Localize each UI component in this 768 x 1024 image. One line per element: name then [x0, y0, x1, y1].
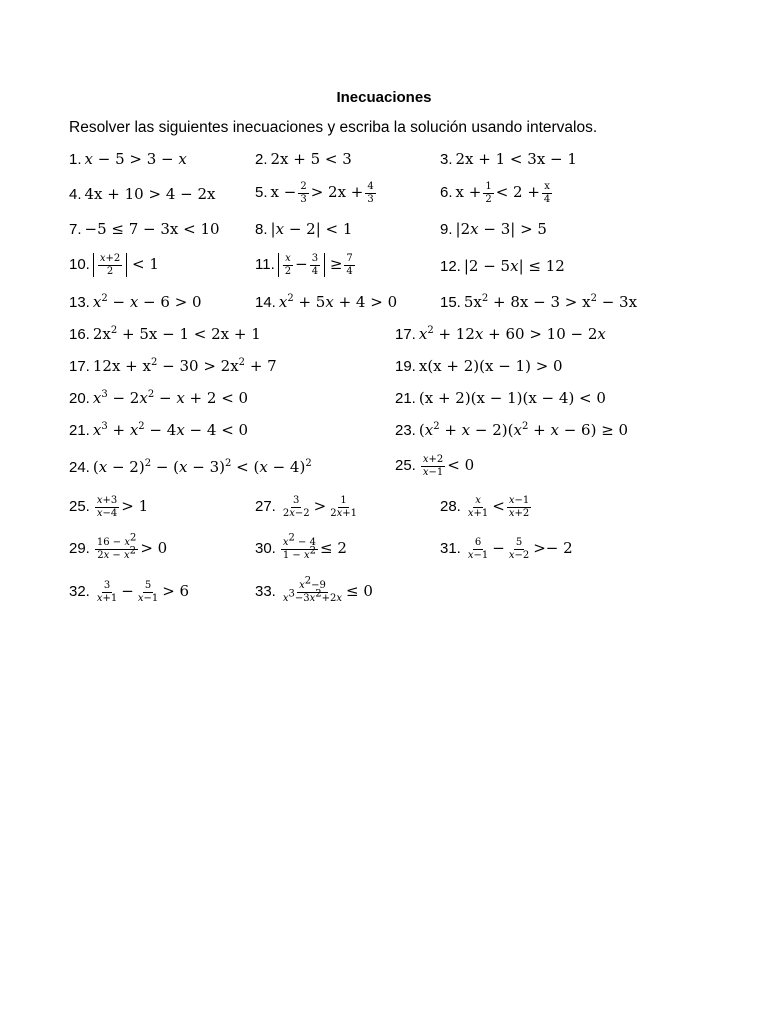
exercise-28: 28. $\frac{x}{x+1}$ < $\frac{x-1}{x+2}$ [440, 495, 530, 519]
exercise-3: 3. 2x + 1 < 3x − 1 [440, 150, 577, 168]
exercise-16: 16. $2x^2 + 5x - 1 < 2x + 1$ [69, 325, 261, 343]
exercise-17a: 17. $x^2 + 12x + 60 > 10 - 2x$ [395, 325, 606, 343]
exercise-19: 19. x(x + 2)(x − 1) > 0 [395, 357, 563, 375]
exercise-31: 31. $\frac{6}{x-1}$ − $\frac{5}{x-2}$ >− 2 [440, 537, 573, 561]
exercise-7: 7. −5 ≤ 7 − 3x < 10 [69, 220, 220, 238]
exercise-10: 10. $\frac{x+2}{2}$ < 1 [69, 253, 159, 277]
exercise-21b: 21. $x^3 + x^2 - 4x - 4 < 0$ [69, 421, 249, 439]
exercise-21a: 21. (x + 2)(x − 1)(x − 4) < 0 [395, 389, 606, 407]
exercise-29: 29. $\frac{16 - x^2}{2x - x^2}$ > 0 [69, 532, 168, 561]
exercise-27: 27. $\frac{3}{2x-2}$ > $\frac{1}{2x+1}$ [255, 495, 357, 519]
instructions: Resolver las siguientes inecuaciones y escriba la solución usando intervalos. [69, 119, 598, 136]
exercise-12: 12. |2 − 5x| ≤ 12 [440, 257, 565, 275]
exercise-13: 13. $x^2 - x - 6 > 0$ [69, 293, 202, 311]
exercise-1: 1. x − 5 > 3 − x [69, 150, 187, 168]
exercise-8: 8. |x − 2| < 1 [255, 220, 353, 238]
exercise-25b: 25. $\frac{x+3}{x-4}$ > 1 [69, 495, 149, 519]
exercise-14: 14. $x^2 + 5x + 4 > 0$ [255, 293, 398, 311]
exercise-15: 15. $5x^2 + 8x - 3 > x^2 - 3x$ [440, 293, 638, 311]
exercise-25a: 25. $\frac{x+2}{x-1}$ < 0 [395, 454, 475, 478]
exercise-17b: 17. $12x + x^2 - 30 > 2x^2 + 7$ [69, 357, 277, 375]
page-title: Inecuaciones [336, 89, 432, 106]
exercise-11: 11. $\frac{x}{2}$ − $\frac{3}{4}$ ≥ $\frac{7}{4}$ [255, 253, 353, 277]
exercise-24: 24. $(x - 2)^2 - (x - 3)^2 < (x - 4)^2$ [69, 458, 312, 476]
exercise-33: 33. $\frac{x^2-9}{x^3-3x^2+2x}$ ≤ 0 [255, 575, 373, 604]
exercise-23: 23. $(x^2 + x - 2)(x^2 + x - 6) \ge 0$ [395, 421, 629, 439]
exercise-9: 9. |2x − 3| > 5 [440, 220, 547, 238]
exercise-20: 20. $x^3 - 2x^2 - x + 2 < 0$ [69, 389, 249, 407]
exercise-4: 4. 4x + 10 > 4 − 2x [69, 185, 216, 203]
exercise-2: 2. 2x + 5 < 3 [255, 150, 352, 168]
exercise-6: 6. x + $\frac{1}{2}$ < 2 + $\frac{x}{4}$ [440, 181, 551, 205]
exercise-32: 32. $\frac{3}{x+1}$ − $\frac{5}{x-1}$ > 6 [69, 580, 190, 604]
exercise-5: 5. x − $\frac{2}{3}$ > 2x + $\frac{4}{3}$ [255, 181, 374, 205]
exercise-30: 30. $\frac{x^2 - 4}{1 - x^2}$ ≤ 2 [255, 532, 347, 561]
